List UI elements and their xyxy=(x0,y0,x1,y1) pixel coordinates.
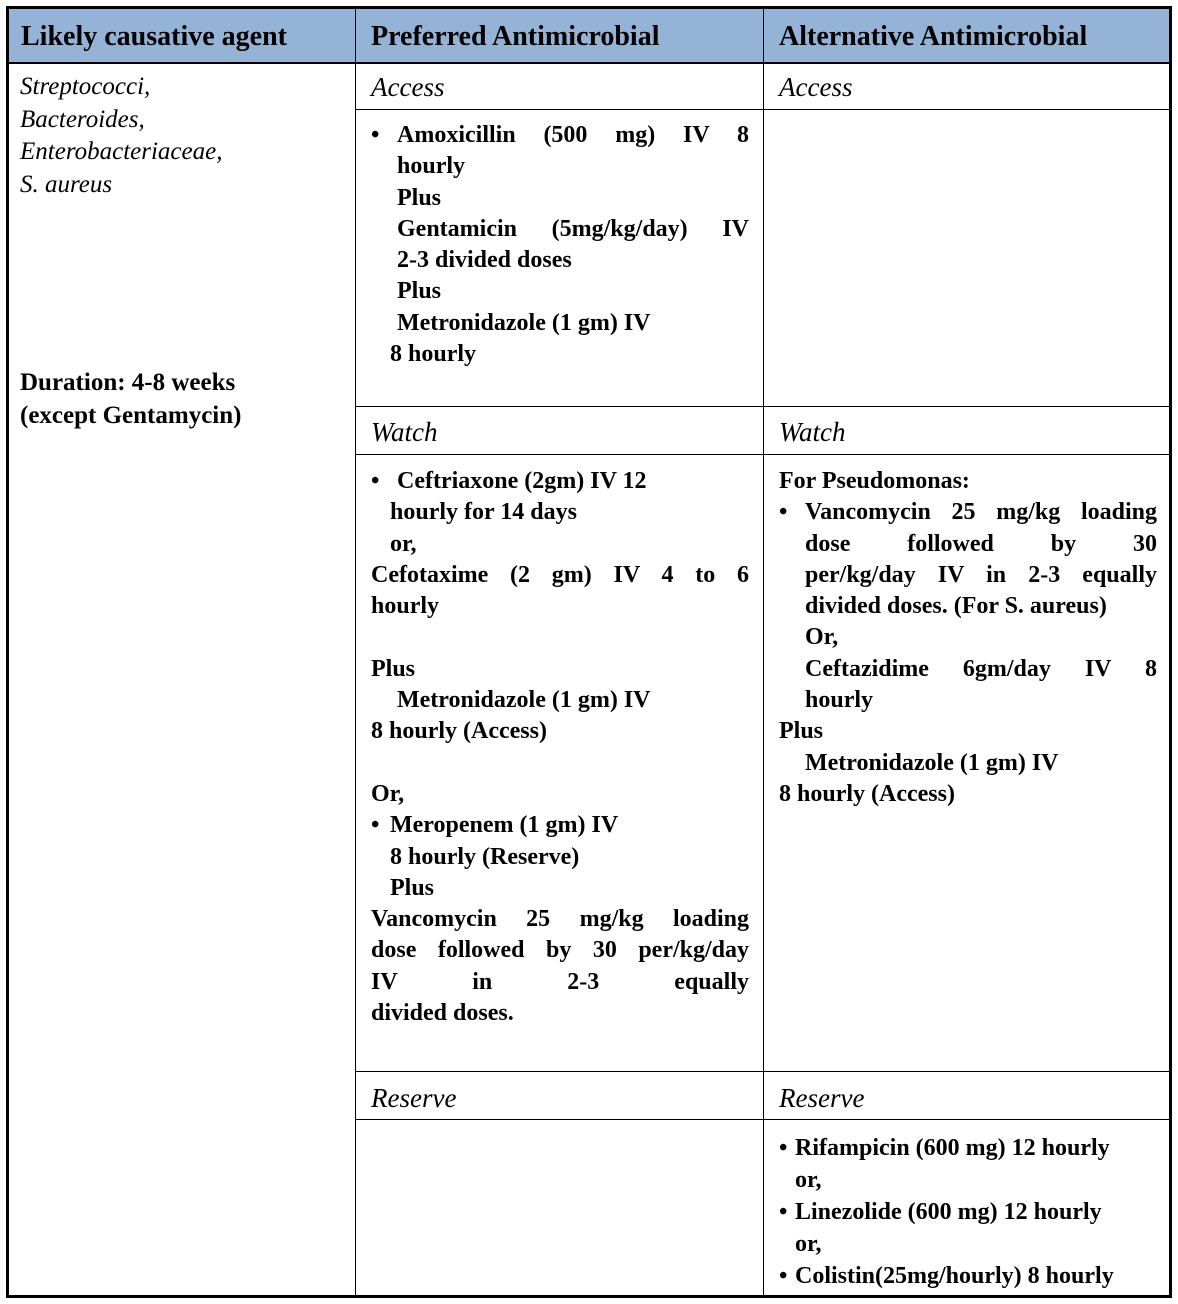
watch-alternative-regimen xyxy=(779,466,1157,810)
table-header xyxy=(9,9,1169,64)
regimen-line: Plus xyxy=(371,655,416,682)
regimen-line: or, xyxy=(795,1167,822,1193)
regimen-line: 8 hourly (Reserve) xyxy=(390,843,580,870)
reserve-label-alternative: Reserve xyxy=(779,1083,865,1113)
access-preferred-regimen xyxy=(371,120,749,370)
access-label-alternative: Access xyxy=(779,72,853,102)
regimen-line: per/kg/day IV in 2-3 equally xyxy=(805,561,1157,588)
regimen-line: Or, xyxy=(805,624,839,651)
causative-agents xyxy=(20,71,340,201)
antimicrobial-table xyxy=(6,6,1172,1298)
regimen-line: • Amoxicillin (500 mg) IV 8 xyxy=(397,122,749,148)
watch-label-alternative: Watch xyxy=(779,417,846,447)
agent-name: S. aureus xyxy=(20,170,113,198)
regimen-line: 8 hourly xyxy=(390,341,477,368)
regimen-line: • Ceftriaxone (2gm) IV 12 xyxy=(397,468,647,494)
row-divider xyxy=(356,406,1169,407)
row-divider xyxy=(356,454,1169,455)
regimen-line: hourly for 14 days xyxy=(390,499,577,526)
regimen-line: • Meropenem (1 gm) IV xyxy=(390,812,619,839)
regimen-line: Metronidazole (1 gm) IV xyxy=(805,749,1059,776)
reserve-label-preferred: Reserve xyxy=(371,1083,457,1113)
regimen-bullet xyxy=(371,466,749,497)
header-preferred: Preferred Antimicrobial xyxy=(371,21,660,52)
duration-line: (except Gentamycin) xyxy=(20,401,242,429)
regimen-line: hourly xyxy=(371,593,440,620)
regimen-line: dose followed by 30 xyxy=(805,530,1157,557)
regimen-line: IV in 2-3 equally xyxy=(371,968,749,995)
row-divider xyxy=(356,109,1169,110)
regimen-line: Vancomycin 25 mg/kg loading xyxy=(371,906,749,933)
regimen-line: hourly xyxy=(805,687,874,714)
regimen-line: hourly xyxy=(397,153,466,180)
agent-name: Bacteroides, xyxy=(20,105,145,133)
regimen-line: 8 hourly (Access) xyxy=(371,718,547,745)
regimen-bullet xyxy=(779,1132,1159,1196)
duration xyxy=(20,367,340,432)
regimen-line: Metronidazole (1 gm) IV xyxy=(397,687,651,714)
regimen-line: 8 hourly (Access) xyxy=(779,780,955,807)
duration-line: Duration: 4-8 weeks xyxy=(20,369,236,396)
column-divider xyxy=(355,9,356,1295)
regimen-line: or, xyxy=(795,1231,822,1257)
access-label-preferred: Access xyxy=(371,72,445,102)
regimen-bullet xyxy=(371,810,749,904)
regimen-line: 2-3 divided doses xyxy=(397,247,572,274)
watch-label-preferred: Watch xyxy=(371,417,438,447)
agent-name: Streptococci, xyxy=(20,73,151,100)
regimen-line: Ceftazidime 6gm/day IV 8 xyxy=(805,655,1157,682)
regimen-line: divided doses. xyxy=(371,1000,514,1027)
agent-name: Enterobacteriaceae, xyxy=(20,138,223,165)
regimen-line: Plus xyxy=(397,184,442,211)
header-causative-agent: Likely causative agent xyxy=(21,21,287,52)
header-alternative: Alternative Antimicrobial xyxy=(779,21,1088,52)
regimen-line: Or, xyxy=(371,780,405,807)
regimen-line: Cefotaxime (2 gm) IV 4 to 6 xyxy=(371,561,749,588)
regimen-line: divided doses. (For S. aureus) xyxy=(805,593,1107,620)
row-divider xyxy=(356,1119,1169,1120)
regimen-line: • Rifampicin (600 mg) 12 hourly xyxy=(795,1135,1110,1161)
regimen-line: or, xyxy=(390,530,417,557)
regimen-line: dose followed by 30 per/kg/day xyxy=(371,937,749,964)
row-divider xyxy=(356,1071,1169,1072)
regimen-line: Plus xyxy=(397,278,442,305)
regimen-line: For Pseudomonas: xyxy=(779,468,970,494)
regimen-bullet xyxy=(779,1196,1159,1260)
reserve-alternative-regimen xyxy=(779,1132,1159,1292)
regimen-line: Metronidazole (1 gm) IV xyxy=(397,309,651,336)
regimen-bullet xyxy=(371,120,749,339)
regimen-line: • Vancomycin 25 mg/kg loading xyxy=(805,499,1157,526)
regimen-bullet xyxy=(779,497,1157,716)
watch-preferred-regimen xyxy=(371,466,749,1029)
regimen-line: • Linezolide (600 mg) 12 hourly xyxy=(795,1199,1102,1225)
regimen-line: Gentamicin (5mg/kg/day) IV xyxy=(397,215,749,242)
column-divider xyxy=(763,9,764,1295)
regimen-line: Plus xyxy=(390,874,435,901)
regimen-line: Plus xyxy=(779,718,824,745)
regimen-line: • Colistin(25mg/hourly) 8 hourly xyxy=(795,1263,1114,1289)
regimen-bullet xyxy=(779,1260,1159,1292)
